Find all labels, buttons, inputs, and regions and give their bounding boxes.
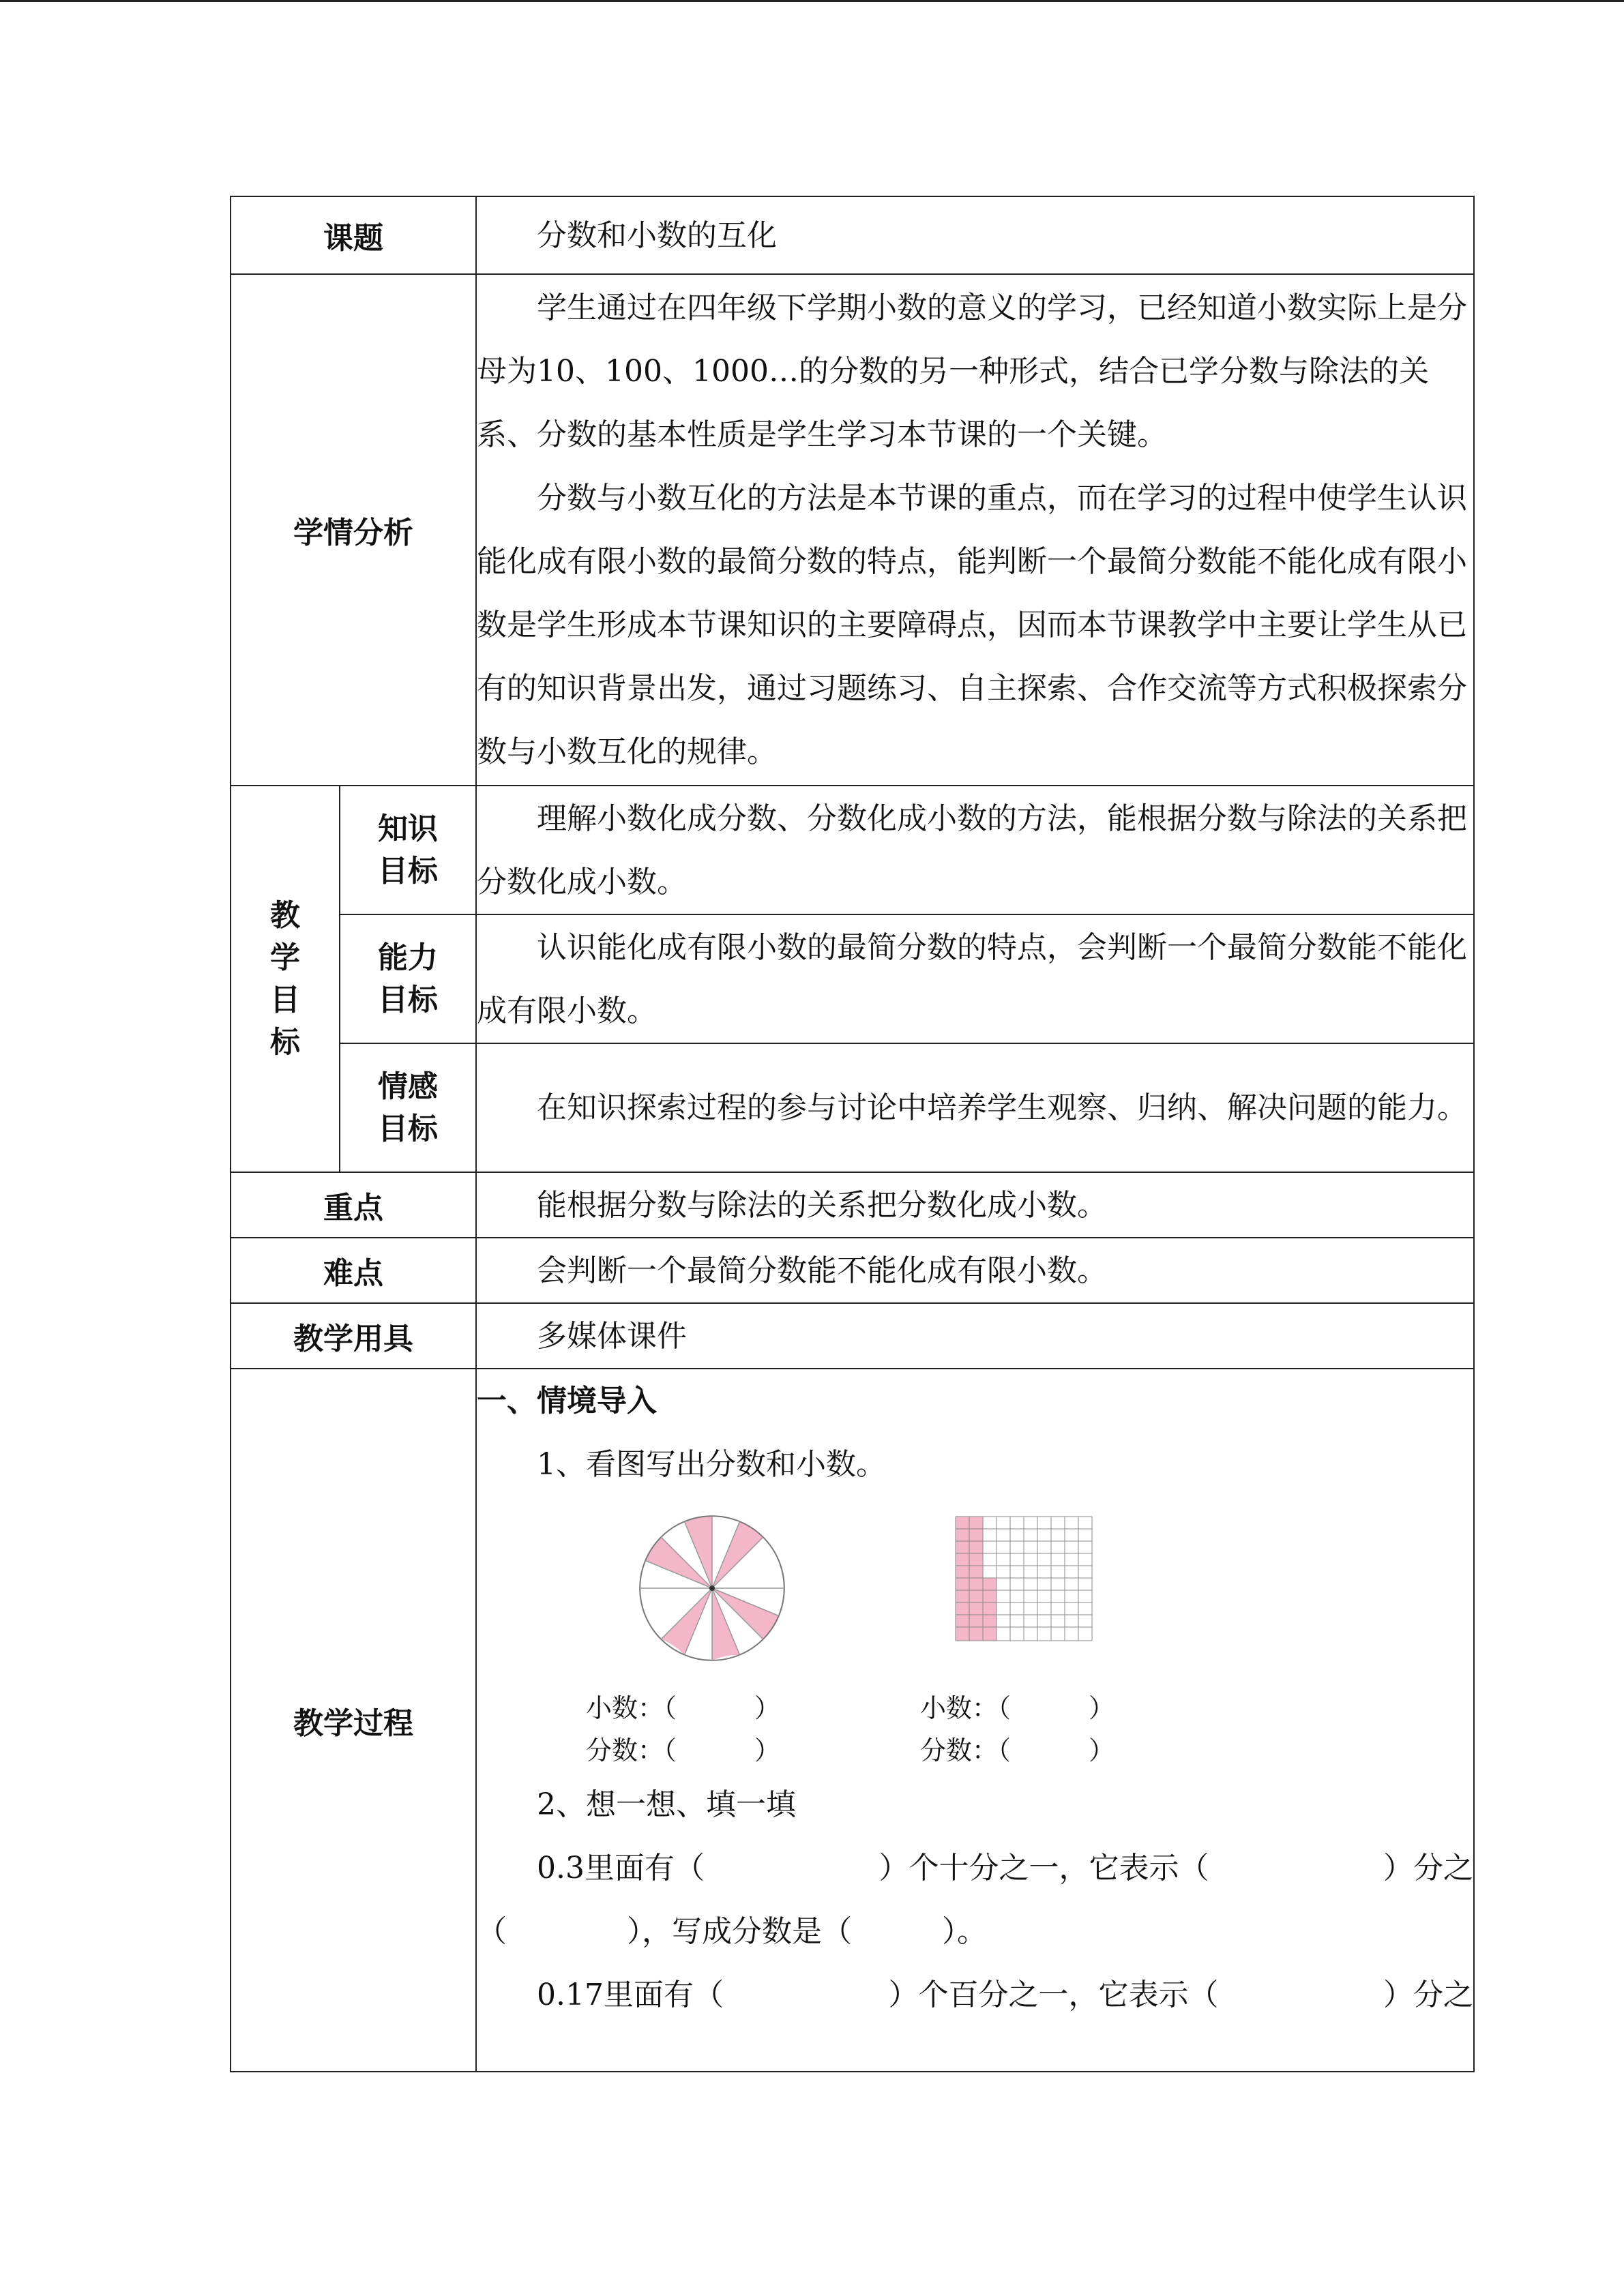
pie-figure — [634, 1510, 791, 1667]
grid-decimal-label: 小数：（ ） — [920, 1693, 1115, 1723]
teaching-goals-label: 教 学 目 标 — [231, 786, 340, 1172]
fill-row-1-continued: （ ），写成分数是（ ）。 — [477, 1914, 987, 1949]
ability-goal-text: 认识能化成有限小数的最简分数的特点，会判断一个最简分数能不能化成有限小数。 — [477, 929, 1467, 1028]
key-point-cell — [476, 1172, 1474, 1238]
analysis-paragraph: 学生通过在四年级下学期小数的意义的学习，已经知道小数实际上是分母为10、100、1000…的分数的另一种形式，结合已学分数与除法的关系、分数的基本性质是学生学习本节课的一个关键。 — [477, 290, 1467, 452]
grid-figure — [954, 1515, 1094, 1642]
pie-fraction-label: 分数：（ ） — [586, 1735, 781, 1765]
tools-value: 多媒体课件 — [537, 1318, 687, 1354]
section-heading: 一、情境导入 — [477, 1384, 657, 1418]
key-point-value: 能根据分数与除法的关系把分数化成小数。 — [537, 1187, 1107, 1223]
key-point-label: 重点 — [231, 1172, 476, 1238]
process-label: 教学过程 — [231, 1369, 476, 2072]
ability-goal-cell — [476, 914, 1474, 1043]
emotion-goal-cell — [476, 1043, 1474, 1172]
goal-row-ability — [231, 914, 1474, 1043]
goal-row-emotion — [231, 1043, 1474, 1172]
tools-row — [231, 1303, 1474, 1369]
difficulty-value: 会判断一个最简分数能不能化成有限小数。 — [537, 1253, 1107, 1288]
pie-slice-shaded — [661, 1588, 712, 1655]
pie-slice-shaded — [712, 1521, 763, 1588]
knowledge-goal-cell — [476, 786, 1474, 914]
tools-label: 教学用具 — [231, 1303, 476, 1369]
difficulty-cell — [476, 1238, 1474, 1303]
key-point-row — [231, 1172, 1474, 1238]
analysis-row — [231, 274, 1474, 786]
goal-row-knowledge — [231, 786, 1474, 914]
lesson-plan-table — [230, 196, 1475, 2072]
page-top-rule — [0, 0, 1624, 2]
process-item: 2、想一想、填一填 — [537, 1787, 796, 1822]
topic-row — [231, 196, 1474, 274]
figures-area — [477, 1496, 1473, 1769]
emotion-goal-label: 情感 目标 — [340, 1043, 476, 1172]
difficulty-row — [231, 1238, 1474, 1303]
emotion-goal-text: 在知识探索过程的参与讨论中培养学生观察、归纳、解决问题的能力。 — [537, 1090, 1467, 1125]
analysis-label: 学情分析 — [231, 274, 476, 786]
pie-decimal-label: 小数：（ ） — [586, 1693, 781, 1723]
topic-value: 分数和小数的互化 — [537, 218, 777, 253]
fill-row-2: 0.17里面有（ ）个百分之一，它表示（ ）分之 — [537, 1978, 1473, 2012]
analysis-cell — [476, 274, 1474, 786]
difficulty-label: 难点 — [231, 1238, 476, 1303]
topic-label: 课题 — [231, 196, 476, 274]
ability-goal-label: 能力 目标 — [340, 914, 476, 1043]
grid-fraction-label: 分数：（ ） — [920, 1735, 1115, 1765]
process-cell — [476, 1369, 1474, 2072]
analysis-paragraph: 分数与小数互化的方法是本节课的重点，而在学习的过程中使学生认识能化成有限小数的最简分数的特点，能判断一个最简分数能不能化成有限小数是学生形成本节课知识的主要障碍点，因而本节课教学中主要让学生从已有的知识背景出发，通过习题练习、自主探索、合作交流等方式积极探索分数与小数互化的规律。 — [477, 481, 1467, 769]
process-row — [231, 1369, 1474, 2072]
topic-cell — [476, 196, 1474, 274]
knowledge-goal-text: 理解小数化成分数、分数化成小数的方法，能根据分数与除法的关系把分数化成小数。 — [477, 801, 1467, 899]
fill-row-1: 0.3里面有（ ）个十分之一，它表示（ ）分之 — [537, 1851, 1473, 1885]
tools-cell — [476, 1303, 1474, 1369]
knowledge-goal-label: 知识 目标 — [340, 786, 476, 914]
process-item: 1、看图写出分数和小数。 — [537, 1447, 886, 1482]
